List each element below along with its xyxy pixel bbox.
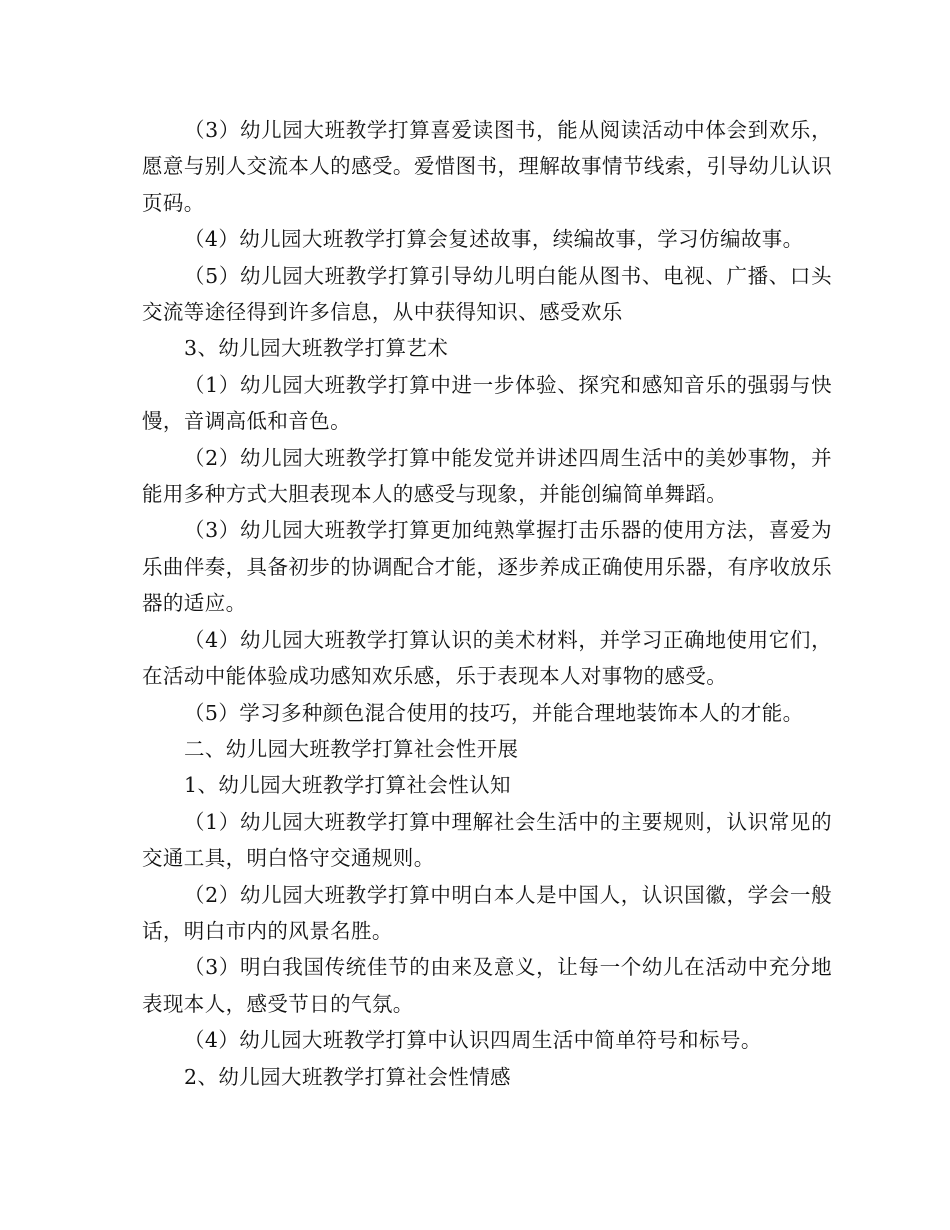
paragraph-12: （1）幼儿园大班教学打算中理解社会生活中的主要规则，认识常见的交通工具，明白恪守交通规则。 bbox=[142, 809, 832, 871]
section-heading-social: 二、幼儿园大班教学打算社会性开展 bbox=[184, 736, 519, 761]
paragraph-2: （4）幼儿园大班教学打算会复述故事，续编故事，学习仿编故事。 bbox=[184, 227, 804, 252]
document-page bbox=[142, 112, 832, 1095]
section-heading-art: 3、幼儿园大班教学打算艺术 bbox=[184, 336, 449, 361]
paragraph-14: （3）明白我国传统佳节的由来及意义，让每一个幼儿在活动中充分地表现本人，感受节日的气氛。 bbox=[142, 955, 832, 1016]
subsection-heading-emotion: 2、幼儿园大班教学打算社会性情感 bbox=[184, 1064, 511, 1089]
paragraph-5: （1）幼儿园大班教学打算中进一步体验、探究和感知音乐的强弱与快慢，音调高低和音色。 bbox=[142, 372, 832, 434]
paragraph-8: （4）幼儿园大班教学打算认识的美术材料，并学习正确地使用它们，在活动中能体验成功感知欢乐感，乐于表现本人对事物的感受。 bbox=[142, 627, 832, 689]
paragraph-13: （2）幼儿园大班教学打算中明白本人是中国人，认识国徽，学会一般话，明白市内的风景名胜。 bbox=[142, 882, 832, 943]
paragraph-15: （4）幼儿园大班教学打算中认识四周生活中简单符号和标号。 bbox=[184, 1028, 762, 1053]
subsection-heading-cognition: 1、幼儿园大班教学打算社会性认知 bbox=[184, 773, 511, 798]
paragraph-6: （2）幼儿园大班教学打算中能发觉并讲述四周生活中的美妙事物，并能用多种方式大胆表现本人的感受与现象，并能创编简单舞蹈。 bbox=[142, 445, 832, 507]
paragraph-3: （5）幼儿园大班教学打算引导幼儿明白能从图书、电视、广播、口头交流等途径得到许多信息，从中获得知识、感受欢乐 bbox=[142, 263, 832, 325]
paragraph-9: （5）学习多种颜色混合使用的技巧，并能合理地装饰本人的才能。 bbox=[184, 700, 804, 725]
paragraph-7: （3）幼儿园大班教学打算更加纯熟掌握打击乐器的使用方法，喜爱为乐曲伴奏，具备初步的协调配合才能，逐步养成正确使用乐器，有序收放乐器的适应。 bbox=[142, 518, 832, 616]
paragraph-1: （3）幼儿园大班教学打算喜爱读图书，能从阅读活动中体会到欢乐，愿意与别人交流本人的感受。爱惜图书，理解故事情节线索，引导幼儿认识页码。 bbox=[142, 118, 832, 215]
